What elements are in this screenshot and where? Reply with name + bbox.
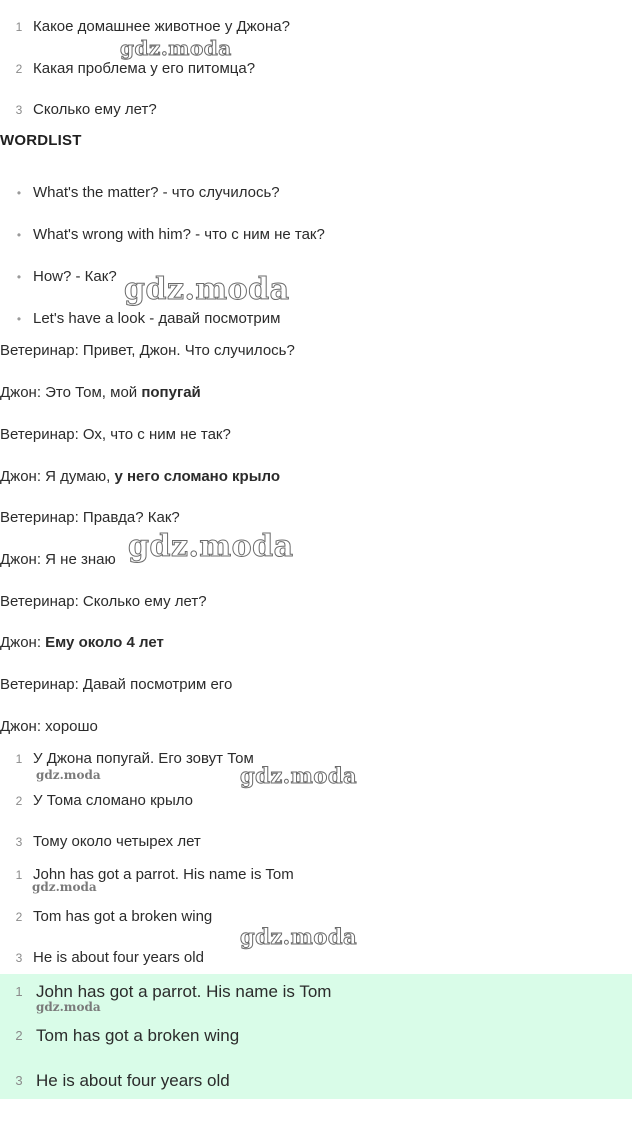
- dialogue-text: Джон: Это Том, мой: [0, 384, 142, 401]
- item-number: 2: [15, 1028, 23, 1043]
- dialogue-line: [0, 507, 180, 529]
- item-text: John has got a parrot. His name is Tom: [36, 982, 332, 1001]
- dialogue-line: [0, 591, 207, 613]
- item-number: 1: [15, 868, 23, 882]
- bullet-icon: •: [16, 186, 22, 200]
- item-text: Tom has got a broken wing: [33, 908, 213, 925]
- watermark: gdz.moda: [120, 36, 232, 60]
- dialogue-text: Джон: хорошо: [0, 718, 98, 735]
- dialogue-text: Джон:: [0, 634, 46, 651]
- watermark: gdz.moda: [32, 880, 97, 894]
- wordlist-entry: What's wrong with him? - что с ним не так?: [33, 226, 325, 243]
- watermark: gdz.moda: [128, 529, 294, 564]
- item-number: 2: [15, 910, 23, 924]
- watermark: gdz.moda: [240, 924, 358, 949]
- dialogue-text: Джон: Я думаю,: [0, 468, 115, 485]
- dialogue-line: [0, 632, 164, 654]
- item-number: 1: [15, 752, 23, 766]
- item-number: 2: [15, 794, 23, 808]
- dialogue-bold: попугай: [141, 384, 201, 401]
- dialogue-line: [0, 424, 231, 446]
- item-number: 3: [15, 1073, 23, 1088]
- bullet-icon: •: [16, 228, 22, 242]
- item-text: He is about four years old: [33, 949, 204, 966]
- item-number: 3: [15, 103, 23, 117]
- watermark: gdz.moda: [36, 768, 101, 782]
- item-text: Сколько ему лет?: [33, 101, 157, 118]
- dialogue-line: [0, 549, 116, 571]
- item-text: Какое домашнее животное у Джона?: [33, 18, 290, 35]
- bullet-icon: •: [16, 270, 22, 284]
- item-number: 3: [15, 951, 23, 965]
- dialogue-text: Ветеринар: Привет, Джон. Что случилось?: [0, 342, 295, 359]
- dialogue-line: [0, 382, 201, 404]
- dialogue-line: [0, 466, 280, 488]
- watermark: gdz.moda: [36, 1000, 101, 1014]
- item-number: 1: [15, 984, 23, 999]
- item-text: У Джона попугай. Его зовут Том: [33, 750, 254, 767]
- bullet-icon: •: [16, 312, 22, 326]
- answer-box: [0, 974, 632, 1099]
- watermark: gdz.moda: [124, 272, 290, 307]
- wordlist-entry: What's the matter? - что случилось?: [33, 184, 280, 201]
- item-text: У Тома сломано крыло: [33, 792, 194, 809]
- item-number: 1: [15, 20, 23, 34]
- dialogue-line: [0, 716, 98, 738]
- dialogue-bold: у него сломано крыло: [114, 468, 281, 485]
- item-text: Какая проблема у его питомца?: [33, 60, 256, 77]
- wordlist-entry: How? - Как?: [33, 268, 117, 285]
- dialogue-text: Джон: Я не знаю: [0, 551, 116, 568]
- wordlist-entry: Let's have a look - давай посмотрим: [33, 310, 281, 327]
- dialogue-text: Ветеринар: Давай посмотрим его: [0, 676, 233, 693]
- dialogue-line: [0, 674, 232, 696]
- item-text: He is about four years old: [36, 1071, 230, 1090]
- wordlist-heading: WORDLIST: [0, 132, 82, 149]
- watermark: gdz.moda: [240, 763, 358, 788]
- dialogue-text: Ветеринар: Сколько ему лет?: [0, 593, 207, 610]
- item-text: Tom has got a broken wing: [36, 1026, 240, 1045]
- dialogue-line: [0, 340, 295, 362]
- item-text: John has got a parrot. His name is Tom: [33, 866, 294, 883]
- dialogue-text: Ветеринар: Правда? Как?: [0, 509, 180, 526]
- item-number: 3: [15, 835, 23, 849]
- dialogue-bold: Ему около 4 лет: [45, 634, 164, 651]
- item-number: 2: [15, 62, 23, 76]
- item-text: Тому около четырех лет: [33, 833, 201, 850]
- dialogue-text: Ветеринар: Ох, что с ним не так?: [0, 426, 231, 443]
